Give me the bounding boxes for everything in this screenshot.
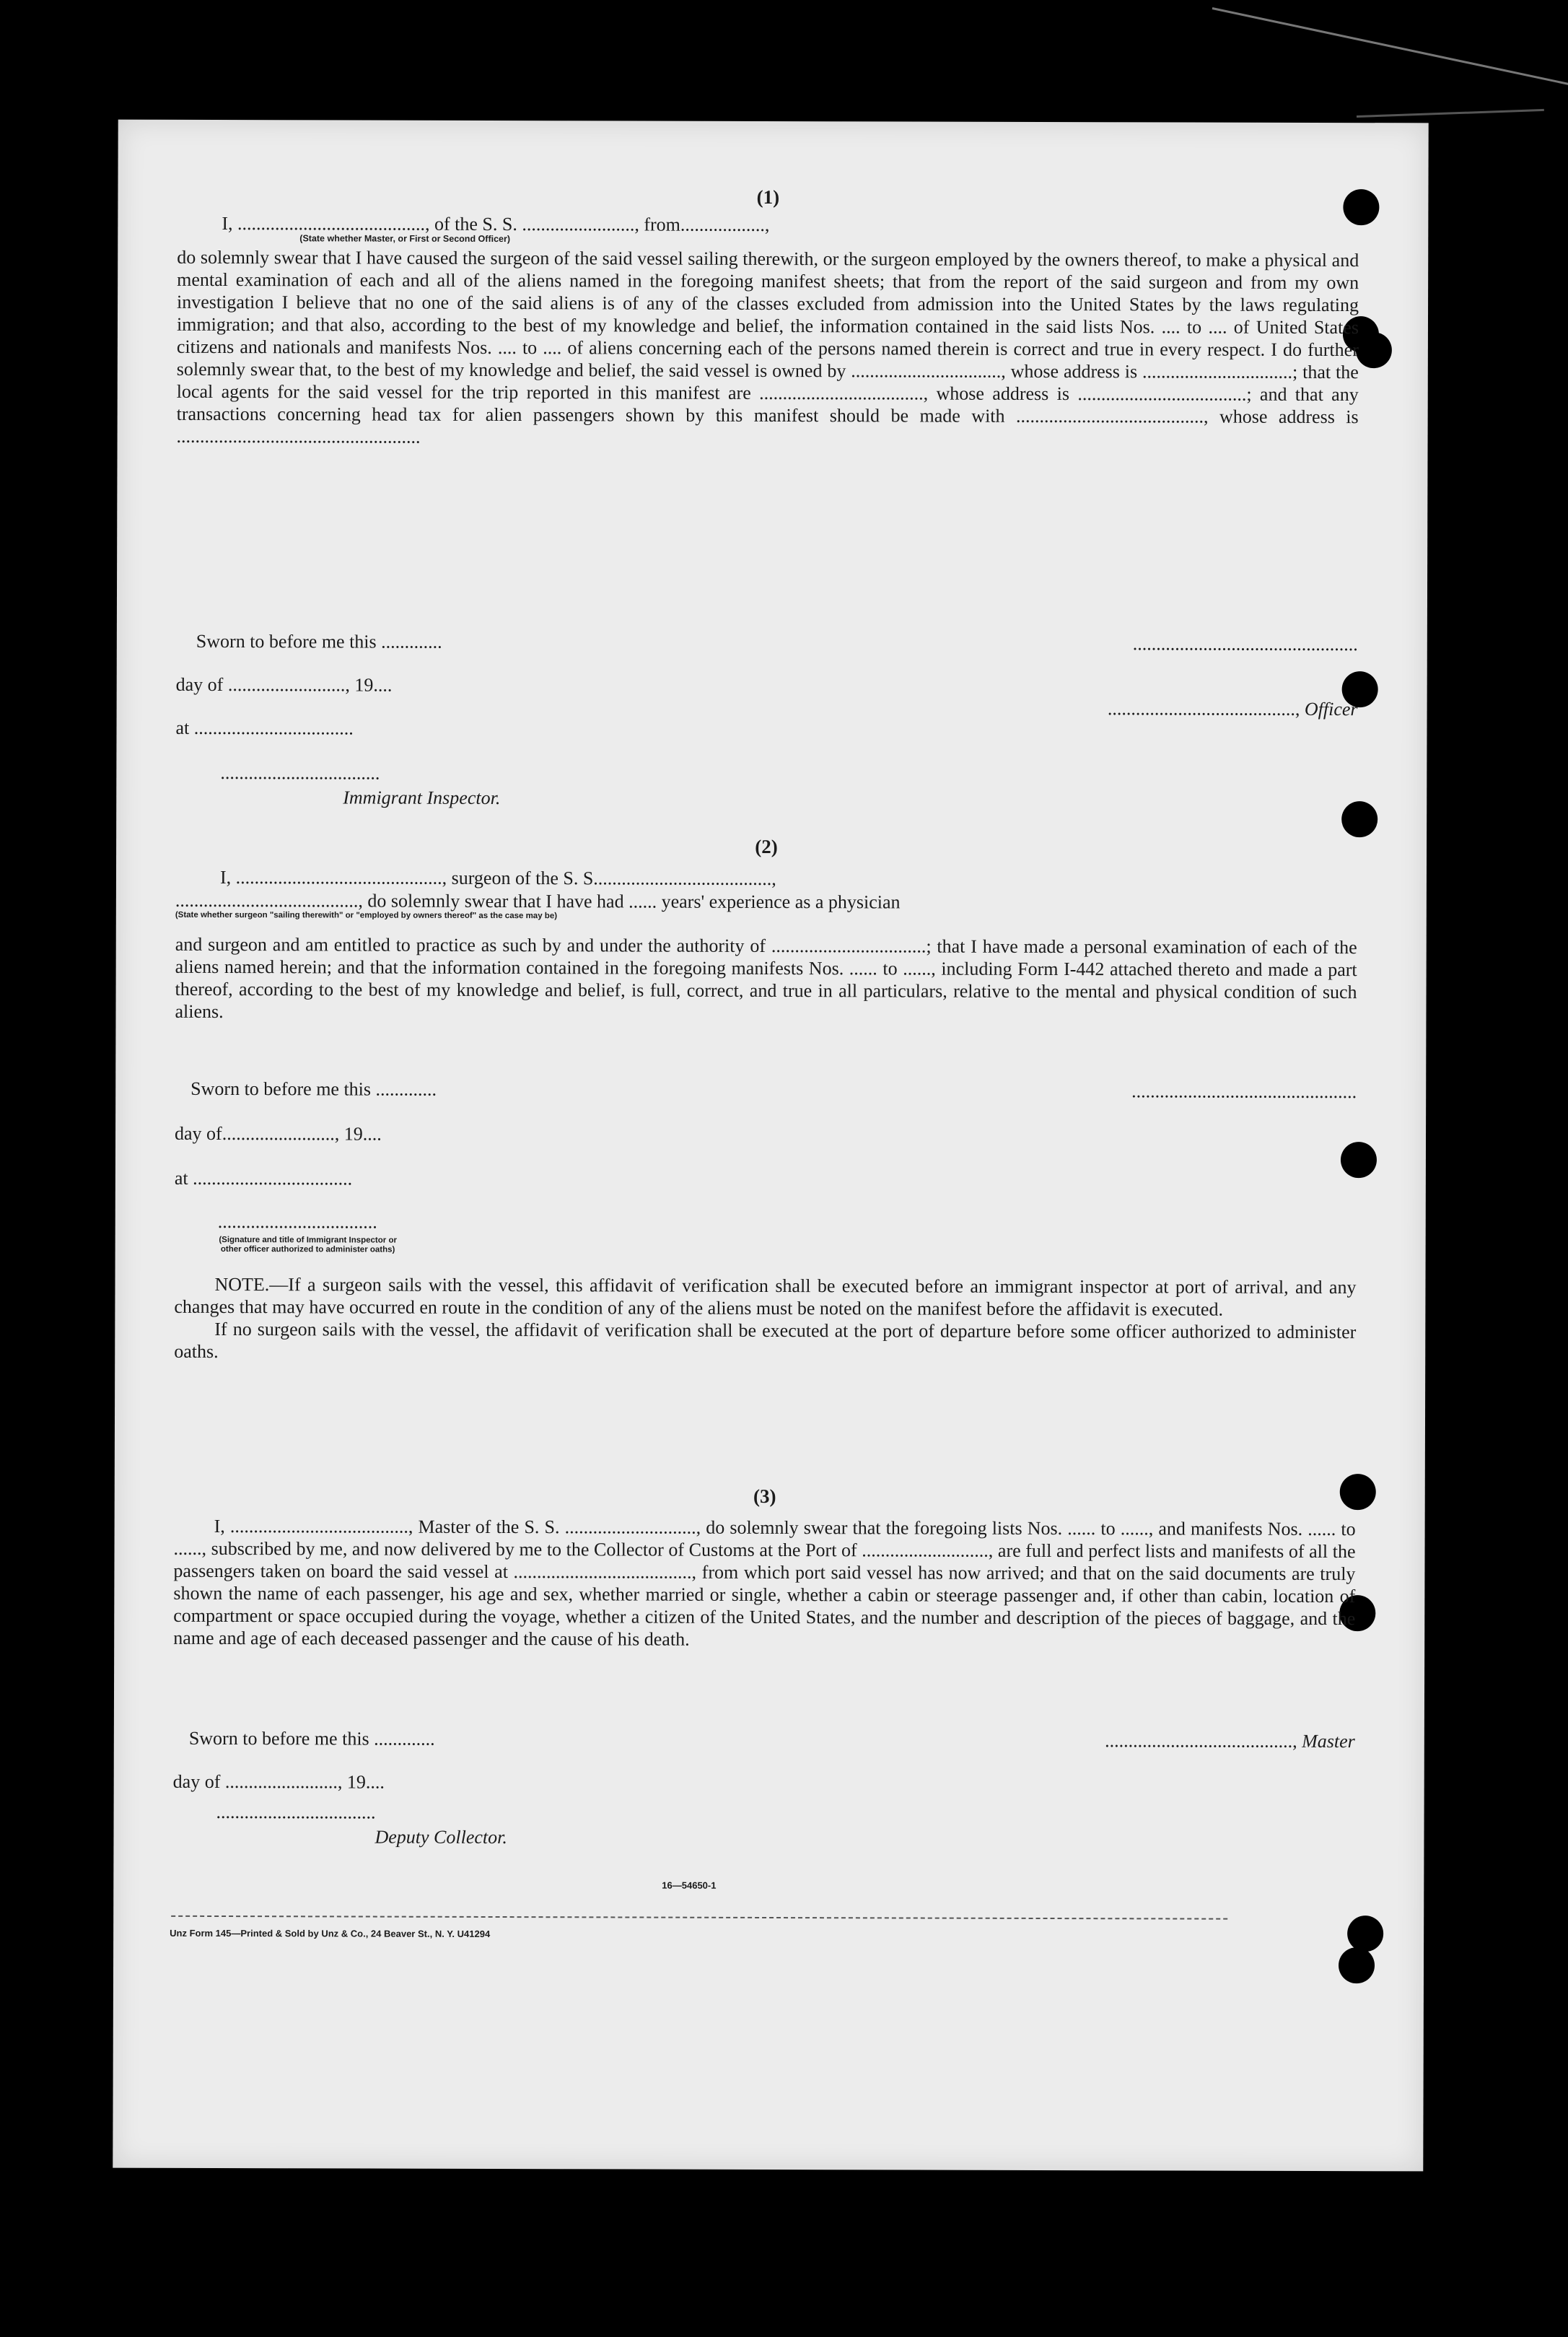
date-line: day of ........................, 19.... [172, 1770, 385, 1793]
declarant-line: I, ............................................, surgeon of the S. S......................................, [219, 867, 776, 890]
declarant-line: ......................................., do solemnly swear that I have had ...... years' experience as a physician [175, 889, 901, 913]
place-line: at .................................. [174, 1167, 353, 1189]
sworn-line: Sworn to before me this ............. [188, 1727, 435, 1750]
footer-rule [171, 1916, 1227, 1920]
binder-hole [1347, 1916, 1383, 1952]
binder-hole [1341, 1142, 1377, 1178]
date-line: day of ........................., 19.... [175, 673, 393, 696]
scan-scratch [1357, 109, 1544, 118]
form-number: 16—54650-1 [662, 1879, 717, 1891]
note-paragraph: If no surgeon sails with the vessel, the affidavit of verification shall be executed at the port of departure before some officer authorized to administer oaths. [174, 1318, 1357, 1362]
section-number: (3) [753, 1485, 776, 1508]
section-3 [172, 1484, 1356, 1848]
signature-line: .................................. [216, 1801, 376, 1823]
officer-signature-line: ........................................, Officer [1107, 698, 1358, 720]
signature-hint: (Signature and title of Immigrant Inspector or other officer authorized to administer oaths) [219, 1235, 397, 1254]
signature-title: Deputy Collector. [375, 1826, 507, 1848]
officer-label: Officer [1304, 698, 1358, 720]
signature-line: ................................................ [1132, 633, 1358, 655]
signature-title: Immigrant Inspector. [343, 787, 501, 809]
note-paragraph: NOTE.—If a surgeon sails with the vessel, this affidavit of verification shall be executed before an immigrant inspector at port of arrival, and any changes that may have occurred en route in the condition of any of the aliens must be noted on the manifest before the affidavit is executed. [174, 1273, 1357, 1320]
oath-text: and surgeon and am entitled to practice as such by and under the authority of .................................; that I have made a personal examination of each of the aliens named herein; and that the information contained in the foregoing manifests Nos. ...... to ......, including Form I-442 attached thereto and made a part thereof, according to the best of my knowledge and belief, is full, correct, and true in all particulars, relative to the mental and physical condition of such aliens. [175, 933, 1357, 1023]
binder-hole [1356, 332, 1392, 368]
master-label: Master [1302, 1730, 1355, 1752]
form-hint: (State whether surgeon "sailing therewith" or "employed by owners thereof" as the case may be) [175, 910, 558, 921]
signature-line: .................................. [220, 762, 380, 784]
section-1 [175, 185, 1359, 809]
master-signature-line: ........................................, Master [1105, 1730, 1355, 1752]
section-number: (2) [755, 835, 778, 858]
form-hint: (State whether Master, or First or Second Officer) [299, 233, 511, 245]
oath-text: do solemnly swear that I have caused the surgeon of the said vessel sailing therewith, or the surgeon employed by the owners thereof, to make a physical and mental examination of each and all of the aliens named in the foregoing manifest sheets; that from the report of the said surgeon and from my own investigation I believe that no one of the said aliens is of any of the classes excluded from admission into the United States by the laws regulating immigration; and that also, according to the best of my knowledge and belief, the information contained in the said lists Nos. .... to .... of United States citizens and nationals and manifests Nos. .... to .... of aliens concerning each of the persons named therein is correct and true in every respect. I do further solemnly swear that, to the best of my knowledge and belief, the said vessel is owned by ................................, whose address is ................................; that the local agents for the said vessel for the trip reported in this manifest are ..................................., whose address is ....................................; and that any transactions concerning head tax for alien passengers shown by this manifest should be made with ........................................, whose address is .................................................... [176, 246, 1359, 447]
scan-scratch [1212, 7, 1568, 87]
sworn-line: Sworn to before me this ............. [196, 630, 442, 652]
section-2 [174, 834, 1357, 1362]
section-number: (1) [756, 185, 780, 209]
binder-hole [1341, 801, 1378, 837]
oath-text: I, ......................................, Master of the S. S. ............................, do solemnly swear that the foregoing lists Nos. ...... to ......, and manifests Nos. ...... to ......, subscribed by me, and now delivered by me to the Collector of Customs at the Port of ..........................., are full and perfect lists and manifests of all the passengers taken on board the said vessel at ......................................, from which port said vessel has now arrived; and that on the said documents are truly shown the name of each passenger, his age and sex, whether married or single, whether a cabin or steerage passenger and, if other than cabin, location of compartment or space occupied during the voyage, whether a citizen of the United States, and the number and description of the pieces of baggage, and the name and age of each deceased passenger and the cause of his death. [173, 1515, 1356, 1650]
sworn-line: Sworn to before me this ............. [190, 1078, 437, 1100]
signature-line: .................................. [217, 1210, 377, 1233]
signature-line: ................................................ [1131, 1080, 1357, 1103]
declarant-line: I, ........................................, of the S. S. ........................, from.................., [222, 213, 770, 235]
binder-hole [1339, 1947, 1375, 1983]
printer-credit: Unz Form 145—Printed & Sold by Unz & Co., 24 Beaver St., N. Y. U41294 [170, 1927, 491, 1939]
date-line: day of........................, 19.... [175, 1122, 382, 1145]
place-line: at .................................. [175, 717, 354, 739]
form-page [113, 120, 1428, 2172]
